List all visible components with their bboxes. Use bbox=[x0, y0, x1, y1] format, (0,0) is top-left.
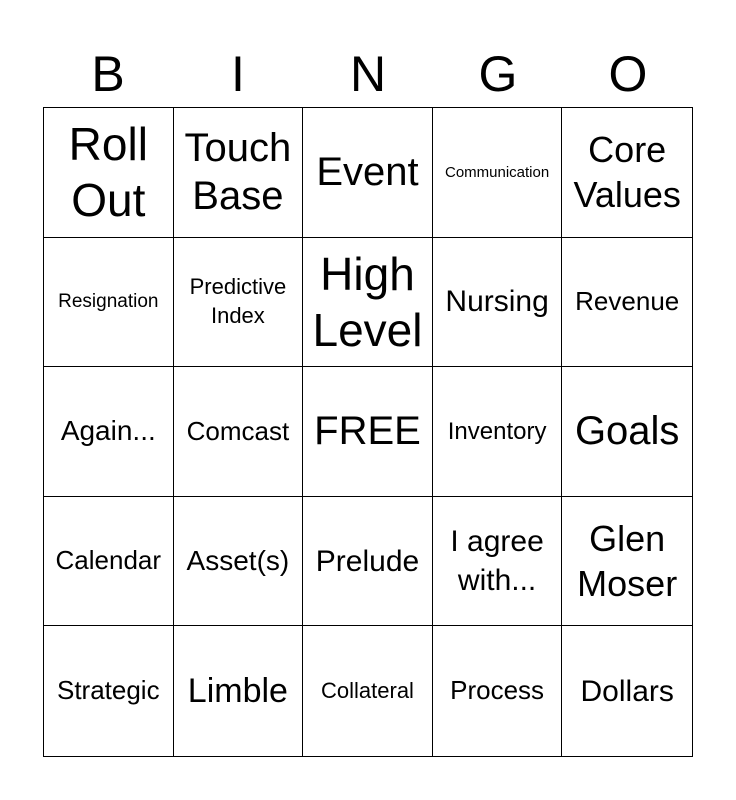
bingo-cell-r4c1[interactable] bbox=[44, 497, 174, 627]
cell-label: Prelude bbox=[315, 544, 420, 578]
cell-label: Asset(s) bbox=[186, 544, 290, 576]
cell-label: Limble bbox=[187, 672, 288, 711]
bingo-header bbox=[43, 42, 693, 106]
bingo-cell-r2c1[interactable] bbox=[44, 238, 174, 368]
bingo-cell-r5c3[interactable] bbox=[303, 626, 433, 756]
free-space-label: FREE bbox=[314, 409, 421, 454]
cell-label: Dollars bbox=[580, 674, 674, 708]
bingo-cell-r1c2[interactable] bbox=[174, 108, 304, 238]
cell-label: Goals bbox=[574, 409, 680, 454]
cell-label: High Level bbox=[312, 247, 423, 356]
bingo-cell-r5c1[interactable] bbox=[44, 626, 174, 756]
cell-label: Comcast bbox=[186, 415, 290, 446]
bingo-cell-r3c1[interactable] bbox=[44, 367, 174, 497]
bingo-cell-r2c5[interactable] bbox=[562, 238, 692, 368]
bingo-cell-r3c2[interactable] bbox=[174, 367, 304, 497]
bingo-cell-r5c4[interactable] bbox=[433, 626, 563, 756]
cell-label: Revenue bbox=[575, 285, 680, 316]
header-letter-g: G bbox=[478, 46, 518, 102]
bingo-cell-r4c2[interactable] bbox=[174, 497, 304, 627]
cell-label: Predictive Index bbox=[189, 274, 287, 328]
bingo-cell-free[interactable] bbox=[303, 367, 433, 497]
bingo-cell-r4c3[interactable] bbox=[303, 497, 433, 627]
bingo-cell-r2c3[interactable] bbox=[303, 238, 433, 368]
cell-label: Core Values bbox=[573, 129, 681, 216]
bingo-cell-r5c5[interactable] bbox=[562, 626, 692, 756]
bingo-cell-r1c3[interactable] bbox=[303, 108, 433, 238]
bingo-cell-r3c4[interactable] bbox=[433, 367, 563, 497]
bingo-cell-r1c4[interactable] bbox=[433, 108, 563, 238]
header-letter-b: B bbox=[91, 46, 125, 102]
bingo-cell-r2c4[interactable] bbox=[433, 238, 563, 368]
bingo-cell-r4c4[interactable] bbox=[433, 497, 563, 627]
bingo-cell-r5c2[interactable] bbox=[174, 626, 304, 756]
cell-label: Collateral bbox=[321, 677, 414, 703]
bingo-cell-r1c5[interactable] bbox=[562, 108, 692, 238]
cell-label: Calendar bbox=[55, 545, 162, 576]
cell-label: Touch Base bbox=[184, 126, 292, 219]
header-letter-n: N bbox=[349, 46, 387, 102]
cell-label: I agree with... bbox=[450, 525, 544, 598]
cell-label: Strategic bbox=[56, 675, 160, 706]
bingo-grid bbox=[43, 107, 693, 757]
cell-label: Communication bbox=[444, 163, 550, 181]
header-letter-o: O bbox=[608, 46, 648, 102]
cell-label: Inventory bbox=[447, 417, 547, 445]
cell-label: Roll Out bbox=[68, 118, 148, 227]
cell-label: Again... bbox=[60, 415, 156, 447]
cell-label: Resignation bbox=[58, 290, 159, 312]
bingo-cell-r3c5[interactable] bbox=[562, 367, 692, 497]
cell-label: Event bbox=[316, 150, 419, 195]
bingo-cell-r1c1[interactable] bbox=[44, 108, 174, 238]
cell-label: Glen Moser bbox=[577, 518, 678, 605]
header-letter-i: I bbox=[231, 46, 245, 102]
bingo-cell-r4c5[interactable] bbox=[562, 497, 692, 627]
cell-label: Process bbox=[450, 675, 545, 706]
bingo-cell-r2c2[interactable] bbox=[174, 238, 304, 368]
cell-label: Nursing bbox=[445, 285, 549, 319]
